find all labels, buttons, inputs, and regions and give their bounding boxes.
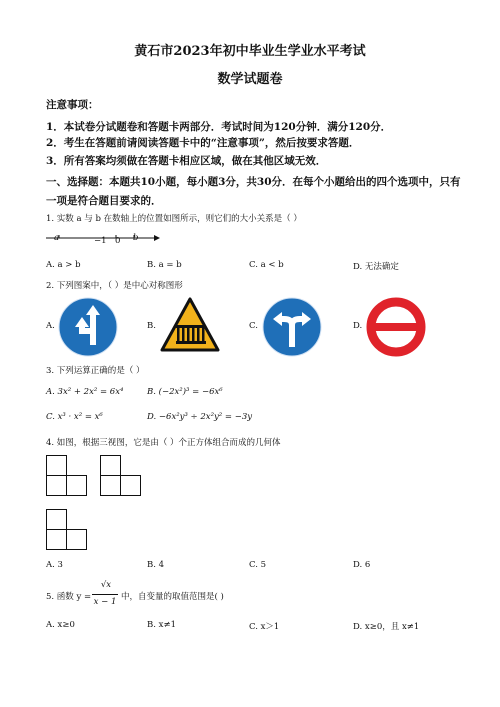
sign-straight-left-icon: [58, 297, 118, 357]
q1-option-b: B. a = b: [147, 260, 182, 270]
q5-denominator: x − 1: [93, 597, 117, 607]
q2-letter-b: B.: [147, 321, 156, 331]
q5-option-c: C. x＞1: [249, 622, 280, 632]
sign-railway-crossing-icon: [160, 297, 220, 353]
q5-option-a: A. x≥0: [46, 620, 75, 630]
q5-fraction-bar: [92, 594, 118, 595]
q4-stem: 4. 如图，根据三视图，它是由（ ）个正方体组合而成的几何体: [46, 438, 281, 448]
q2-letter-d: D.: [353, 321, 363, 331]
front-view-diagram: [46, 455, 88, 497]
q2-stem: 2. 下列图案中，（ ）是中心对称图形: [46, 281, 183, 291]
side-view-diagram: [100, 455, 142, 497]
q3-option-b: B. (−2x²)³ = −6x⁶: [147, 387, 223, 397]
q3-option-a: A. 3x² + 2x² = 6x⁴: [46, 387, 124, 397]
q3-option-d: D. −6x²y³ ÷ 2x²y² = −3y: [147, 412, 253, 422]
axis-label-0: 0: [115, 236, 121, 246]
q5-stem-suffix: 中，自变量的取值范围是( ): [121, 592, 224, 602]
q4-option-c: C. 5: [249, 560, 267, 570]
q1-option-a: A. a > b: [46, 260, 81, 270]
q1-option-d: D. 无法确定: [353, 262, 399, 272]
q5-stem-prefix: 5. 函数 y =: [46, 592, 92, 602]
axis-label-b: b: [133, 233, 139, 243]
q4-option-b: B. 4: [147, 560, 165, 570]
section-line-1: 一、选择题：本题共10小题，每小题3分，共30分．在每个小题给出的四个选项中，只有: [46, 176, 461, 188]
sign-no-entry-icon: [366, 297, 426, 357]
page-subtitle: 数学试题卷: [217, 72, 283, 87]
sign-left-right-icon: [262, 297, 322, 357]
page-title: 黄石市2023年初中毕业生学业水平考试: [134, 44, 366, 59]
q5-option-b: B. x≠1: [147, 620, 176, 630]
q2-letter-a: A.: [46, 321, 55, 331]
q5-numerator: √x: [100, 580, 112, 590]
axis-label-a: a: [54, 233, 60, 243]
axis-label-neg1: −1: [94, 236, 107, 246]
note-item-3: 3．所有答案均须做在答题卡相应区域，做在其他区域无效．: [46, 155, 327, 167]
q4-option-a: A. 3: [46, 560, 63, 570]
notes-heading: 注意事项：: [46, 99, 99, 111]
q1-option-c: C. a < b: [249, 260, 284, 270]
top-view-diagram: [46, 509, 88, 551]
q2-letter-c: C.: [249, 321, 258, 331]
q4-option-d: D. 6: [353, 560, 371, 570]
note-item-2: 2．考生在答题前请阅读答题卡中的“注意事项”，然后按要求答题．: [46, 137, 360, 149]
note-item-1: 1．本试卷分试题卷和答题卡两部分．考试时间为120分钟．满分120分．: [46, 121, 392, 133]
q3-option-c: C. x³ · x² = x⁶: [46, 412, 103, 422]
q1-stem: 1. 实数 a 与 b 在数轴上的位置如图所示，则它们的大小关系是（ ）: [46, 214, 302, 224]
q3-stem: 3. 下列运算正确的是（ ）: [46, 366, 145, 376]
section-line-2: 一项是符合题目要求的．: [46, 195, 162, 207]
q5-option-d: D. x≥0，且 x≠1: [353, 622, 420, 632]
